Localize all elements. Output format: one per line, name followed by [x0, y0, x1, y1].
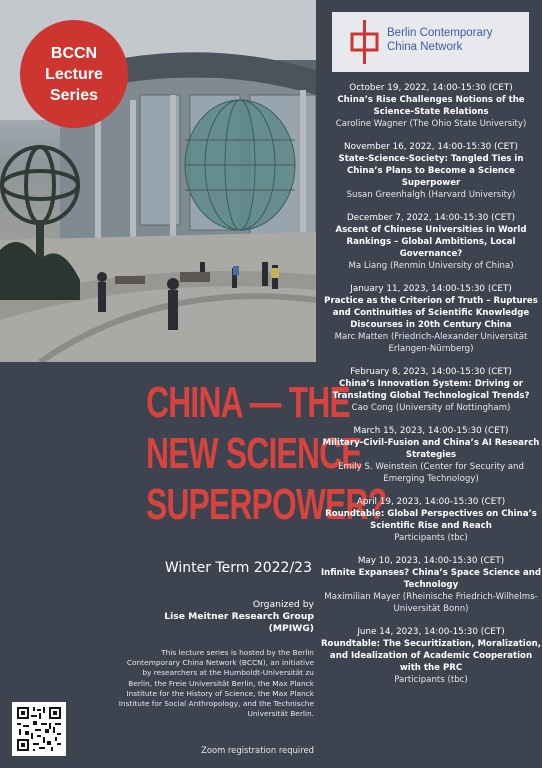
logo-line-2: China Network — [387, 41, 463, 53]
event-title: Military-Civil-Fusion and China’s AI Research Strategies — [322, 438, 540, 460]
event-date: October 19, 2022, 14:00-15:30 (CET) — [349, 83, 513, 93]
organizer-name: Lise Meitner Research Group — [164, 611, 314, 622]
event-item — [320, 555, 542, 615]
host-description: This lecture series is hosted by the Berlin Contemporary China Network (BCCN), an initiative by researchers at the Humboldt-Universität zu Berlin, the Freie Universität Berlin, the Max Planck Institute for the History of Science, the Max Planck Institute for Social Anthropology, and the Technische Universität Berlin. — [118, 648, 314, 719]
lecture-series-badge — [20, 20, 128, 128]
qr-code-graphic — [15, 705, 63, 753]
event-item — [320, 496, 542, 544]
event-item — [320, 212, 542, 272]
event-speaker: Susan Greenhalgh (Harvard University) — [346, 190, 516, 200]
event-title: China’s Innovation System: Driving or Translating Global Technological Trends? — [332, 379, 530, 401]
logo-line-1: Berlin Contemporary — [387, 27, 493, 39]
badge-line-2: Lecture — [45, 65, 103, 83]
headline-line-2: NEW SCIENCE — [146, 429, 362, 478]
event-date: May 10, 2023, 14:00-15:30 (CET) — [357, 556, 505, 566]
event-title: State-Science-Society: Tangled Ties in China’s Plans to Become a Science Superpower — [338, 154, 524, 188]
qr-code[interactable] — [12, 702, 66, 756]
headline-line-3: SUPERPOWER? — [146, 480, 387, 529]
event-item — [320, 626, 542, 686]
event-date: November 16, 2022, 14:00-15:30 (CET) — [344, 142, 518, 152]
event-date: January 11, 2023, 14:00-15:30 (CET) — [350, 284, 512, 294]
zoom-registration-note: Zoom registration required — [201, 745, 314, 755]
event-item — [320, 425, 542, 485]
event-title: Practice as the Criterion of Truth – Ruptures and Continuities of Scientific Knowledge Discourses in 20th Century China — [324, 296, 538, 330]
logo-text — [387, 26, 492, 54]
event-date: February 8, 2023, 14:00-15:30 (CET) — [350, 367, 512, 377]
event-title: Roundtable: Global Perspectives on China’s Scientific Rise and Reach — [325, 509, 537, 531]
badge-line-1: BCCN — [50, 44, 98, 62]
event-speaker: Maximilian Mayer (Rheinische Friedrich-Wilhelms-Universität Bonn) — [324, 592, 538, 614]
term-label: Winter Term 2022/23 — [164, 560, 312, 576]
event-date: March 15, 2023, 14:00-15:30 (CET) — [353, 426, 509, 436]
event-speaker: Caroline Wagner (The Ohio State University) — [335, 119, 527, 129]
event-item — [320, 366, 542, 414]
lecture-schedule — [320, 82, 542, 697]
event-item — [320, 141, 542, 201]
event-speaker: Participants (tbc) — [394, 533, 468, 543]
event-item — [320, 283, 542, 355]
header-photo — [0, 0, 316, 362]
badge-line-3: Series — [49, 86, 99, 104]
organizer-block — [114, 599, 314, 635]
event-title: Infinite Expanses? China’s Space Science and Technology — [320, 568, 542, 590]
event-speaker: Marc Matten (Friedrich-Alexander Universität Erlangen-Nürnberg) — [334, 332, 528, 354]
event-title: China’s Rise Challenges Notions of the Science-State Relations — [337, 95, 525, 117]
event-title: Ascent of Chinese Universities in World Rankings – Global Ambitions, Local Governance? — [335, 225, 527, 259]
event-speaker: Cao Cong (University of Nottingham) — [351, 403, 511, 413]
event-date: June 14, 2023, 14:00-15:30 (CET) — [357, 627, 505, 637]
event-date: December 7, 2022, 14:00-15:30 (CET) — [346, 213, 516, 223]
organizer-abbr: (MPIWG) — [268, 623, 314, 634]
bccn-logo — [332, 12, 529, 72]
event-speaker: Ma Liang (Renmin University of China) — [348, 261, 514, 271]
event-speaker: Emily S. Weinstein (Center for Security and Emerging Technology) — [338, 462, 524, 484]
zhong-glyph-icon — [346, 20, 386, 64]
headline-line-1: CHINA — THE — [146, 378, 350, 427]
organizer-prefix: Organized by — [252, 599, 314, 610]
event-date: April 19, 2023, 14:00-15:30 (CET) — [356, 497, 506, 507]
event-item — [320, 82, 542, 130]
event-speaker: Participants (tbc) — [394, 675, 468, 685]
headline — [146, 377, 387, 530]
event-title: Roundtable: The Securitization, Moralization, and Idealization of Academic Cooperation with the PRC — [320, 639, 542, 673]
